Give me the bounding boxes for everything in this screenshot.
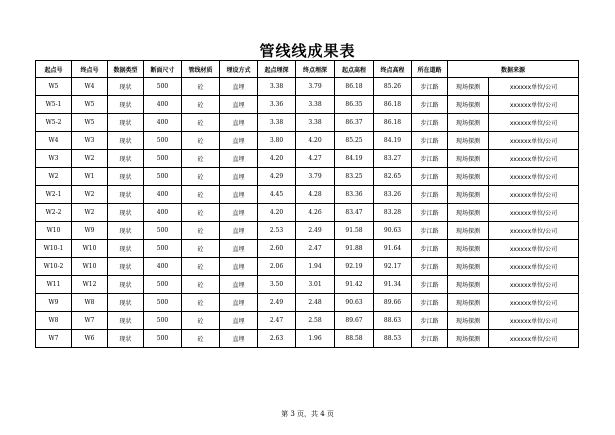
data-type-cell: 现状 <box>108 78 144 96</box>
end-point-cell: W10 <box>72 240 108 258</box>
end-elevation-cell: 91.34 <box>374 276 412 294</box>
end-point-cell: W10 <box>72 258 108 276</box>
end-point-cell: W8 <box>72 294 108 312</box>
end-elevation-cell: 91.64 <box>374 240 412 258</box>
burial-method-cell: 直埋 <box>220 330 258 348</box>
road-cell: 步江路 <box>412 78 448 96</box>
burial-method-cell: 直埋 <box>220 114 258 132</box>
end-elevation-cell: 92.17 <box>374 258 412 276</box>
data-source-cell: xxxxxx单位/公司 <box>489 294 579 312</box>
header-section-size: 断面尺寸 <box>144 61 182 78</box>
end-point-cell: W2 <box>72 150 108 168</box>
section-size-cell: 400 <box>144 204 182 222</box>
start-elevation-cell: 91.42 <box>335 276 374 294</box>
start-elevation-cell: 88.58 <box>335 330 374 348</box>
start-depth-cell: 2.47 <box>258 312 296 330</box>
road-cell: 步江路 <box>412 96 448 114</box>
burial-method-cell: 直埋 <box>220 240 258 258</box>
section-size-cell: 500 <box>144 222 182 240</box>
start-elevation-cell: 90.63 <box>335 294 374 312</box>
end-depth-cell: 2.47 <box>296 240 335 258</box>
pipe-material-cell: 砼 <box>182 258 220 276</box>
data-source-cell: xxxxxx单位/公司 <box>489 168 579 186</box>
end-elevation-cell: 88.53 <box>374 330 412 348</box>
end-point-cell: W2 <box>72 186 108 204</box>
section-size-cell: 500 <box>144 312 182 330</box>
road-cell: 步江路 <box>412 312 448 330</box>
start-depth-cell: 2.49 <box>258 294 296 312</box>
start-elevation-cell: 83.47 <box>335 204 374 222</box>
start-elevation-cell: 86.37 <box>335 114 374 132</box>
header-end-depth: 终点埋深 <box>296 61 335 78</box>
start-depth-cell: 2.06 <box>258 258 296 276</box>
start-depth-cell: 3.38 <box>258 78 296 96</box>
end-point-cell: W4 <box>72 78 108 96</box>
start-depth-cell: 2.53 <box>258 222 296 240</box>
pipe-material-cell: 砼 <box>182 132 220 150</box>
pipe-material-cell: 砼 <box>182 168 220 186</box>
pipe-material-cell: 砼 <box>182 96 220 114</box>
start-depth-cell: 4.29 <box>258 168 296 186</box>
road-cell: 步江路 <box>412 276 448 294</box>
header-start-depth: 起点埋深 <box>258 61 296 78</box>
table-row <box>36 78 579 96</box>
start-point-cell: W2 <box>36 168 72 186</box>
road-cell: 步江路 <box>412 330 448 348</box>
start-elevation-cell: 89.67 <box>335 312 374 330</box>
end-depth-cell: 4.28 <box>296 186 335 204</box>
start-point-cell: W5-1 <box>36 96 72 114</box>
end-point-cell: W1 <box>72 168 108 186</box>
data-type-cell: 现状 <box>108 132 144 150</box>
start-point-cell: W8 <box>36 312 72 330</box>
data-source-cell: xxxxxx单位/公司 <box>489 240 579 258</box>
end-depth-cell: 4.26 <box>296 204 335 222</box>
end-depth-cell: 3.38 <box>296 114 335 132</box>
table-row <box>36 132 579 150</box>
section-size-cell: 500 <box>144 276 182 294</box>
table-row <box>36 276 579 294</box>
start-point-cell: W2-1 <box>36 186 72 204</box>
start-elevation-cell: 83.36 <box>335 186 374 204</box>
page-footer: 第 3 页，共 4 页 <box>281 410 334 418</box>
road-cell: 步江路 <box>412 258 448 276</box>
start-point-cell: W10-2 <box>36 258 72 276</box>
table-row <box>36 222 579 240</box>
pipe-material-cell: 砼 <box>182 222 220 240</box>
data-type-cell: 现状 <box>108 204 144 222</box>
survey-method-cell: 现场探测 <box>448 204 489 222</box>
road-cell: 步江路 <box>412 222 448 240</box>
start-elevation-cell: 84.19 <box>335 150 374 168</box>
survey-method-cell: 现场探测 <box>448 330 489 348</box>
pipe-material-cell: 砼 <box>182 240 220 258</box>
end-elevation-cell: 86.18 <box>374 114 412 132</box>
data-type-cell: 现状 <box>108 150 144 168</box>
data-type-cell: 现状 <box>108 168 144 186</box>
start-depth-cell: 4.20 <box>258 150 296 168</box>
burial-method-cell: 直埋 <box>220 78 258 96</box>
survey-method-cell: 现场探测 <box>448 96 489 114</box>
section-size-cell: 500 <box>144 240 182 258</box>
end-elevation-cell: 88.63 <box>374 312 412 330</box>
data-type-cell: 现状 <box>108 96 144 114</box>
start-depth-cell: 2.60 <box>258 240 296 258</box>
data-source-cell: xxxxxx单位/公司 <box>489 222 579 240</box>
data-type-cell: 现状 <box>108 330 144 348</box>
road-cell: 步江路 <box>412 240 448 258</box>
table-row <box>36 186 579 204</box>
section-size-cell: 500 <box>144 78 182 96</box>
data-source-cell: xxxxxx单位/公司 <box>489 96 579 114</box>
end-elevation-cell: 89.66 <box>374 294 412 312</box>
end-elevation-cell: 83.27 <box>374 150 412 168</box>
start-point-cell: W11 <box>36 276 72 294</box>
section-size-cell: 500 <box>144 150 182 168</box>
results-table <box>35 60 579 348</box>
header-data-source: 数据来源 <box>448 61 579 78</box>
road-cell: 步江路 <box>412 132 448 150</box>
end-depth-cell: 4.27 <box>296 150 335 168</box>
end-elevation-cell: 82.65 <box>374 168 412 186</box>
survey-method-cell: 现场探测 <box>448 150 489 168</box>
end-depth-cell: 2.48 <box>296 294 335 312</box>
pipe-material-cell: 砼 <box>182 150 220 168</box>
pipe-material-cell: 砼 <box>182 186 220 204</box>
start-point-cell: W2-2 <box>36 204 72 222</box>
section-size-cell: 500 <box>144 294 182 312</box>
section-size-cell: 500 <box>144 132 182 150</box>
end-depth-cell: 2.49 <box>296 222 335 240</box>
data-source-cell: xxxxxx单位/公司 <box>489 150 579 168</box>
road-cell: 步江路 <box>412 168 448 186</box>
start-depth-cell: 3.80 <box>258 132 296 150</box>
header-road: 所在道路 <box>412 61 448 78</box>
start-point-cell: W5 <box>36 78 72 96</box>
header-pipe-material: 管线材质 <box>182 61 220 78</box>
end-depth-cell: 4.20 <box>296 132 335 150</box>
data-source-cell: xxxxxx单位/公司 <box>489 132 579 150</box>
table-row <box>36 240 579 258</box>
end-depth-cell: 3.79 <box>296 168 335 186</box>
section-size-cell: 500 <box>144 168 182 186</box>
burial-method-cell: 直埋 <box>220 168 258 186</box>
data-type-cell: 现状 <box>108 222 144 240</box>
burial-method-cell: 直埋 <box>220 204 258 222</box>
end-elevation-cell: 86.18 <box>374 96 412 114</box>
survey-method-cell: 现场探测 <box>448 114 489 132</box>
start-point-cell: W10 <box>36 222 72 240</box>
table-row <box>36 312 579 330</box>
end-point-cell: W7 <box>72 312 108 330</box>
burial-method-cell: 直埋 <box>220 312 258 330</box>
end-point-cell: W6 <box>72 330 108 348</box>
start-elevation-cell: 85.25 <box>335 132 374 150</box>
table-row <box>36 330 579 348</box>
survey-method-cell: 现场探测 <box>448 78 489 96</box>
end-elevation-cell: 84.19 <box>374 132 412 150</box>
table-row <box>36 150 579 168</box>
survey-method-cell: 现场探测 <box>448 312 489 330</box>
end-depth-cell: 3.79 <box>296 78 335 96</box>
start-depth-cell: 4.45 <box>258 186 296 204</box>
burial-method-cell: 直埋 <box>220 150 258 168</box>
end-elevation-cell: 83.28 <box>374 204 412 222</box>
data-source-cell: xxxxxx单位/公司 <box>489 258 579 276</box>
burial-method-cell: 直埋 <box>220 186 258 204</box>
road-cell: 步江路 <box>412 150 448 168</box>
start-depth-cell: 3.36 <box>258 96 296 114</box>
pipe-material-cell: 砼 <box>182 312 220 330</box>
end-depth-cell: 3.38 <box>296 96 335 114</box>
start-elevation-cell: 86.35 <box>335 96 374 114</box>
start-depth-cell: 3.50 <box>258 276 296 294</box>
start-depth-cell: 3.38 <box>258 114 296 132</box>
table-row <box>36 294 579 312</box>
section-size-cell: 400 <box>144 186 182 204</box>
pipe-material-cell: 砼 <box>182 114 220 132</box>
end-elevation-cell: 85.26 <box>374 78 412 96</box>
table-row <box>36 258 579 276</box>
survey-method-cell: 现场探测 <box>448 258 489 276</box>
data-type-cell: 现状 <box>108 240 144 258</box>
pipe-material-cell: 砼 <box>182 78 220 96</box>
end-point-cell: W12 <box>72 276 108 294</box>
table-row <box>36 168 579 186</box>
road-cell: 步江路 <box>412 204 448 222</box>
end-point-cell: W3 <box>72 132 108 150</box>
end-elevation-cell: 90.63 <box>374 222 412 240</box>
start-elevation-cell: 83.25 <box>335 168 374 186</box>
start-point-cell: W10-1 <box>36 240 72 258</box>
header-end-elevation: 终点高程 <box>374 61 412 78</box>
end-elevation-cell: 83.26 <box>374 186 412 204</box>
start-elevation-cell: 92.19 <box>335 258 374 276</box>
header-burial-method: 埋设方式 <box>220 61 258 78</box>
pipe-material-cell: 砼 <box>182 204 220 222</box>
road-cell: 步江路 <box>412 186 448 204</box>
survey-method-cell: 现场探测 <box>448 222 489 240</box>
end-point-cell: W9 <box>72 222 108 240</box>
data-type-cell: 现状 <box>108 312 144 330</box>
road-cell: 步江路 <box>412 294 448 312</box>
start-point-cell: W9 <box>36 294 72 312</box>
end-point-cell: W5 <box>72 114 108 132</box>
burial-method-cell: 直埋 <box>220 258 258 276</box>
pipe-material-cell: 砼 <box>182 294 220 312</box>
end-depth-cell: 1.96 <box>296 330 335 348</box>
start-depth-cell: 4.20 <box>258 204 296 222</box>
table-body <box>36 78 579 348</box>
survey-method-cell: 现场探测 <box>448 294 489 312</box>
end-point-cell: W2 <box>72 204 108 222</box>
burial-method-cell: 直埋 <box>220 276 258 294</box>
survey-method-cell: 现场探测 <box>448 276 489 294</box>
data-type-cell: 现状 <box>108 276 144 294</box>
table-row <box>36 114 579 132</box>
table-header-row <box>36 61 579 78</box>
survey-method-cell: 现场探测 <box>448 168 489 186</box>
data-source-cell: xxxxxx单位/公司 <box>489 114 579 132</box>
header-start-elevation: 起点高程 <box>335 61 374 78</box>
start-elevation-cell: 86.18 <box>335 78 374 96</box>
survey-method-cell: 现场探测 <box>448 132 489 150</box>
start-depth-cell: 2.63 <box>258 330 296 348</box>
section-size-cell: 500 <box>144 330 182 348</box>
survey-method-cell: 现场探测 <box>448 240 489 258</box>
data-type-cell: 现状 <box>108 114 144 132</box>
header-end-point: 终点号 <box>72 61 108 78</box>
section-size-cell: 400 <box>144 96 182 114</box>
header-data-type: 数据类型 <box>108 61 144 78</box>
start-point-cell: W3 <box>36 150 72 168</box>
end-depth-cell: 3.01 <box>296 276 335 294</box>
pipe-material-cell: 砼 <box>182 330 220 348</box>
end-depth-cell: 2.58 <box>296 312 335 330</box>
road-cell: 步江路 <box>412 114 448 132</box>
header-start-point: 起点号 <box>36 61 72 78</box>
pipe-material-cell: 砼 <box>182 276 220 294</box>
burial-method-cell: 直埋 <box>220 222 258 240</box>
start-point-cell: W4 <box>36 132 72 150</box>
data-source-cell: xxxxxx单位/公司 <box>489 186 579 204</box>
table-row <box>36 96 579 114</box>
burial-method-cell: 直埋 <box>220 96 258 114</box>
start-point-cell: W7 <box>36 330 72 348</box>
data-source-cell: xxxxxx单位/公司 <box>489 312 579 330</box>
data-source-cell: xxxxxx单位/公司 <box>489 78 579 96</box>
page-title: 管线线成果表 <box>259 42 356 60</box>
table-row <box>36 204 579 222</box>
end-depth-cell: 1.94 <box>296 258 335 276</box>
data-type-cell: 现状 <box>108 258 144 276</box>
start-point-cell: W5-2 <box>36 114 72 132</box>
data-source-cell: xxxxxx单位/公司 <box>489 330 579 348</box>
data-type-cell: 现状 <box>108 294 144 312</box>
survey-method-cell: 现场探测 <box>448 186 489 204</box>
data-type-cell: 现状 <box>108 186 144 204</box>
start-elevation-cell: 91.88 <box>335 240 374 258</box>
burial-method-cell: 直埋 <box>220 132 258 150</box>
start-elevation-cell: 91.58 <box>335 222 374 240</box>
section-size-cell: 400 <box>144 114 182 132</box>
data-source-cell: xxxxxx单位/公司 <box>489 276 579 294</box>
data-source-cell: xxxxxx单位/公司 <box>489 204 579 222</box>
section-size-cell: 400 <box>144 258 182 276</box>
burial-method-cell: 直埋 <box>220 294 258 312</box>
end-point-cell: W5 <box>72 96 108 114</box>
